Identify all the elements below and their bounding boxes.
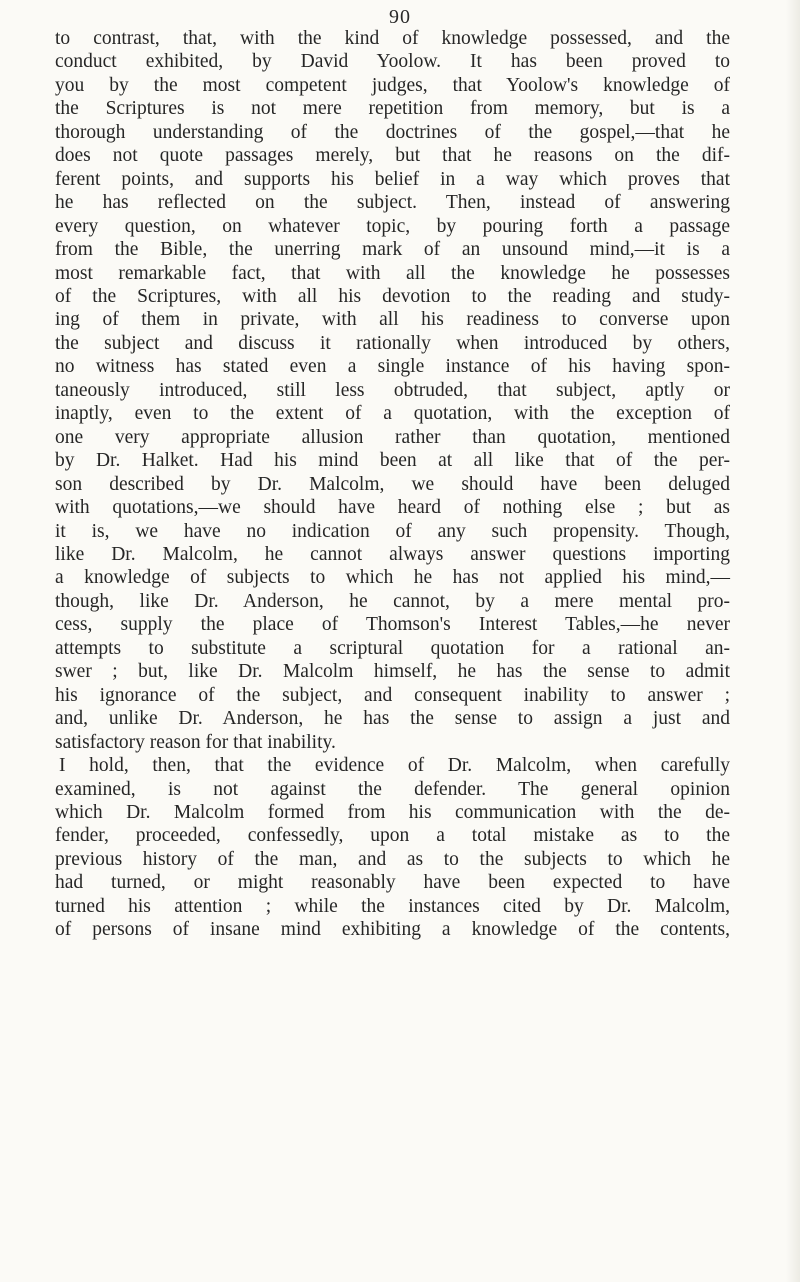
text-line: examined, is not against the defender. The general opinion xyxy=(55,778,730,800)
text-line: does not quote passages merely, but that he reasons on the dif- xyxy=(55,145,730,167)
text-line: no witness has stated even a single instance of his having spon- xyxy=(55,356,730,378)
text-line: to contrast, that, with the kind of knowledge possessed, and the xyxy=(55,28,730,49)
text-line: taneously introduced, still less obtruded, that subject, aptly or xyxy=(55,379,730,401)
text-line: satisfactory reason for that inability. xyxy=(55,731,336,753)
text-line: ferent points, and supports his belief in a way which proves that xyxy=(55,168,730,190)
text-line: by Dr. Halket. Had his mind been at all like that of the per- xyxy=(55,450,730,472)
text-line: it is, we have no indication of any such propensity. Though, xyxy=(55,520,730,542)
text-line: the Scriptures is not mere repetition from memory, but is a xyxy=(55,98,730,120)
text-line: turned his attention ; while the instances cited by Dr. Malcolm, xyxy=(55,895,730,917)
text-line: the subject and discuss it rationally when introduced by others, xyxy=(55,332,730,354)
text-line: you by the most competent judges, that Yoolow's knowledge of xyxy=(55,74,730,96)
text-line: had turned, or might reasonably have been expected to have xyxy=(55,872,730,894)
text-line: conduct exhibited, by David Yoolow. It has been proved to xyxy=(55,51,730,73)
text-line: which Dr. Malcolm formed from his communication with the de- xyxy=(55,801,730,823)
text-line: a knowledge of subjects to which he has not applied his mind,— xyxy=(55,567,730,589)
page-edge-shadow xyxy=(786,0,800,1282)
text-line: previous history of the man, and as to the subjects to which he xyxy=(55,848,730,870)
text-line: with quotations,—we should have heard of nothing else ; but as xyxy=(55,497,730,519)
text-line: son described by Dr. Malcolm, we should have been deluged xyxy=(55,473,730,495)
paragraph-start-line: I hold, then, that the evidence of Dr. Malcolm, when carefully xyxy=(59,755,730,777)
text-line: most remarkable fact, that with all the knowledge he possesses xyxy=(55,262,730,284)
text-line: he has reflected on the subject. Then, instead of answering xyxy=(55,192,730,214)
text-line: thorough understanding of the doctrines of the gospel,—that he xyxy=(55,121,730,143)
text-line: of persons of insane mind exhibiting a knowledge of the contents, xyxy=(55,919,730,941)
text-line: from the Bible, the unerring mark of an unsound mind,—it is a xyxy=(55,239,730,261)
text-line: though, like Dr. Anderson, he cannot, by a mere mental pro- xyxy=(55,590,730,612)
text-line: like Dr. Malcolm, he cannot always answer questions importing xyxy=(55,543,730,565)
text-line: and, unlike Dr. Anderson, he has the sense to assign a just and xyxy=(55,708,730,730)
text-line: of the Scriptures, with all his devotion to the reading and study- xyxy=(55,285,730,307)
text-line: his ignorance of the subject, and consequent inability to answer ; xyxy=(55,684,730,706)
text-line: ing of them in private, with all his readiness to converse upon xyxy=(55,309,730,331)
body-text xyxy=(55,27,730,942)
text-line: fender, proceeded, confessedly, upon a total mistake as to the xyxy=(55,825,730,847)
text-line: every question, on whatever topic, by pouring forth a passage xyxy=(55,215,730,237)
text-line: cess, supply the place of Thomson's Interest Tables,—he never xyxy=(55,614,730,636)
text-line: inaptly, even to the extent of a quotation, with the exception of xyxy=(55,403,730,425)
text-line: attempts to substitute a scriptural quotation for a rational an- xyxy=(55,637,730,659)
page-number: 90 xyxy=(389,6,411,28)
text-line: swer ; but, like Dr. Malcolm himself, he has the sense to admit xyxy=(55,661,730,683)
text-line: one very appropriate allusion rather than quotation, mentioned xyxy=(55,426,730,448)
